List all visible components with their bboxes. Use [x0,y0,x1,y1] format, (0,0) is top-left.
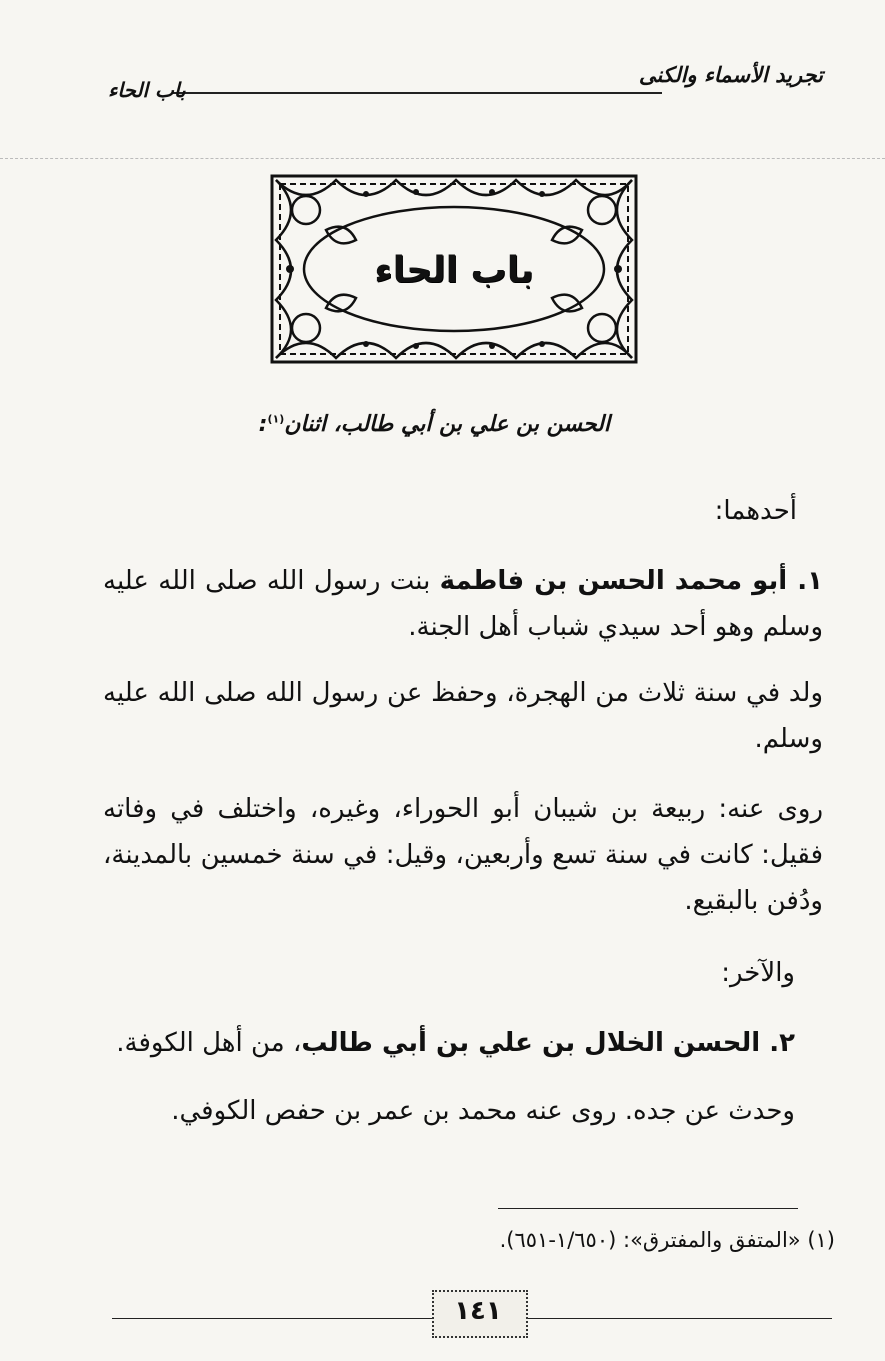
footnote-reference: (١) [267,412,285,426]
chapter-title: باب الحاء [374,250,534,291]
scan-artifact-line [0,158,885,159]
paragraph-narration: وحدث عن جده. روى عنه محمد بن عمر بن حفص الكوفي. [171,1096,795,1126]
paragraph-narrators: روى عنه: ربيعة بن شيبان أبو الحوراء، وغيره، واختلف في وفاته فقيل: كانت في سنة تسع وأربعين، وقيل: في سنة خمسين بالمدينة، ودُفن بالبقيع. [103,794,823,916]
entry-heading [120,412,610,437]
paragraph-entry-2 [75,1020,795,1066]
paragraph-entry-1 [103,558,823,650]
entry-1-name: ١. أبو محمد الحسن بن فاطمة [439,566,823,596]
header-rule [172,92,662,94]
entry-2-text: ، من أهل الكوفة. [116,1028,302,1058]
paragraph-birth: ولد في سنة ثلاث من الهجرة، وحفظ عن رسول الله صلى الله عليه وسلم. [103,678,823,754]
entry-2-name: ٢. الحسن الخلال بن علي بن أبي طالب [301,1028,795,1058]
paragraph-first-label: أحدهما: [714,496,797,526]
entry-1-text: بنت رسول الله صلى الله عليه وسلم وهو أحد سيدي شباب أهل الجنة. [103,566,823,642]
footnote-rule [498,1208,798,1209]
running-header-chapter: باب الحاء [108,78,186,102]
running-header-title: تجريد الأسماء والكنى [638,62,823,87]
footnote: (١) «المتفق والمفترق»: (١/٦٥٠-٦٥١). [499,1228,835,1252]
paragraph-second-label: والآخر: [721,958,795,988]
page-number: ١٤١ [454,1296,502,1326]
entry-heading-colon: : [258,412,268,437]
entry-heading-text: الحسن بن علي بن أبي طالب، اثنان [284,412,610,437]
